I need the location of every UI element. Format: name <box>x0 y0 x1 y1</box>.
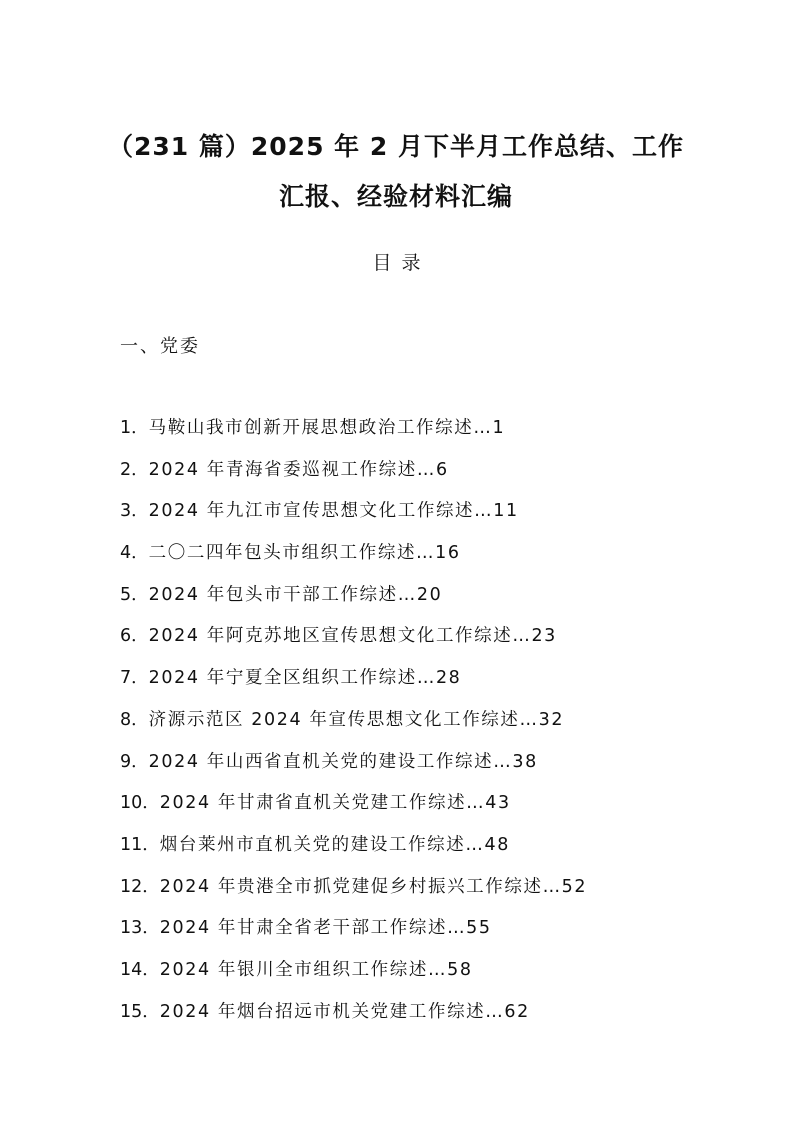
toc-entry-text: 2024 年九江市宣传思想文化工作综述…11 <box>148 501 519 522</box>
toc-entry[interactable] <box>120 831 680 873</box>
toc-entry-text: 二〇二四年包头市组织工作综述…16 <box>148 543 461 564</box>
toc-entry-text: 2024 年贵港全市抓党建促乡村振兴工作综述…52 <box>159 876 588 897</box>
toc-entry-number: 13． <box>120 918 160 939</box>
toc-entry-number: 1． <box>120 418 149 438</box>
toc-entry-text: 2024 年包头市干部工作综述…20 <box>148 584 443 605</box>
toc-entry-text: 2024 年青海省委巡视工作综述…6 <box>148 459 449 480</box>
toc-entry[interactable] <box>120 748 680 790</box>
toc-entry[interactable] <box>120 914 680 956</box>
toc-entry-text: 2024 年甘肃省直机关党建工作综述…43 <box>159 793 511 814</box>
toc-entry-text: 马鞍山我市创新开展思想政治工作综述…1 <box>148 418 506 438</box>
toc-entry-text: 2024 年烟台招远市机关党建工作综述…62 <box>159 1001 530 1022</box>
toc-entry-number: 12． <box>120 876 160 897</box>
toc-entry-text: 2024 年银川全市组织工作综述…58 <box>159 959 473 980</box>
toc-entry-text: 2024 年阿克苏地区宣传思想文化工作综述…23 <box>148 626 557 647</box>
toc-heading: 目录 <box>372 252 431 274</box>
toc-entry-text: 济源示范区 2024 年宣传思想文化工作综述…32 <box>148 709 565 730</box>
toc-entry-number: 9． <box>120 751 149 772</box>
toc-entry-number: 4． <box>120 543 149 564</box>
toc-entry-number: 15． <box>120 1001 160 1022</box>
toc-entry[interactable] <box>120 873 680 915</box>
toc-entry[interactable] <box>120 581 680 623</box>
toc-entry[interactable] <box>120 998 680 1040</box>
toc-list <box>120 414 680 1039</box>
toc-entry-text: 2024 年山西省直机关党的建设工作综述…38 <box>148 751 538 772</box>
toc-entry-number: 3． <box>120 501 149 522</box>
toc-entry[interactable] <box>120 539 680 581</box>
toc-entry[interactable] <box>120 414 680 456</box>
document-title: （231 篇）2025 年 2 月下半月工作总结、工作汇报、经验材料汇编 <box>108 132 684 211</box>
toc-entry[interactable] <box>120 456 680 498</box>
toc-entry-text: 2024 年宁夏全区组织工作综述…28 <box>148 668 462 689</box>
toc-entry-number: 10． <box>120 793 160 814</box>
toc-entry-number: 2． <box>120 459 149 480</box>
toc-entry[interactable] <box>120 664 680 706</box>
toc-entry[interactable] <box>120 956 680 998</box>
toc-entry-text: 2024 年甘肃全省老干部工作综述…55 <box>159 918 492 939</box>
toc-entry-number: 7． <box>120 668 149 689</box>
toc-entry-number: 6． <box>120 626 149 647</box>
toc-entry[interactable] <box>120 706 680 748</box>
toc-entry-text: 烟台莱州市直机关党的建设工作综述…48 <box>159 834 510 855</box>
toc-entry[interactable] <box>120 497 680 539</box>
toc-entry-number: 8． <box>120 709 149 730</box>
section-label: 一、党委 <box>120 336 200 357</box>
toc-entry[interactable] <box>120 622 680 664</box>
toc-entry-number: 11． <box>120 834 160 855</box>
toc-entry-number: 5． <box>120 584 149 605</box>
toc-entry-number: 14． <box>120 959 160 980</box>
toc-entry[interactable] <box>120 789 680 831</box>
